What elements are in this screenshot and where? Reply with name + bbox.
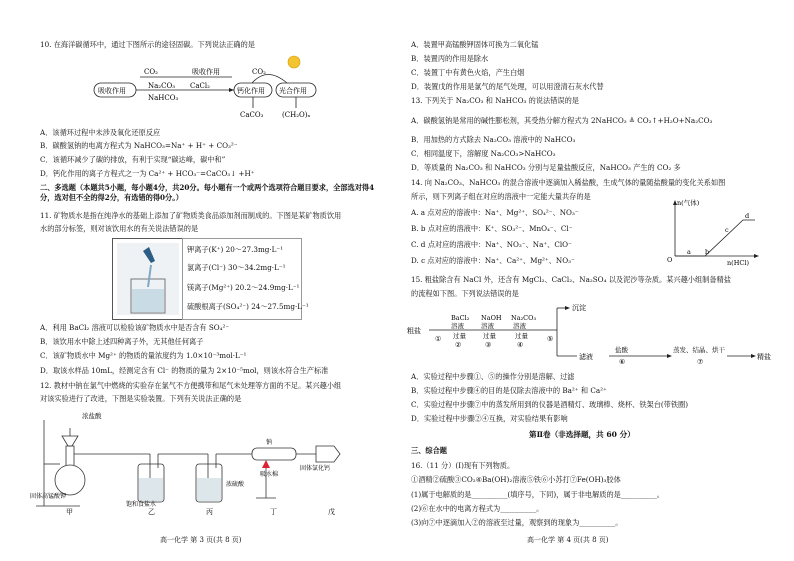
lbl-ding: 丁 xyxy=(270,508,277,516)
f-bacl2-xs: 过量 xyxy=(453,332,466,340)
lbl-water: 饱和食盐水 xyxy=(126,501,157,508)
g-x-label: n(HCl) xyxy=(727,259,749,266)
d-caco3: CaCO₃ xyxy=(240,111,264,119)
f-naoh: NaOH xyxy=(481,314,502,322)
q12-option-b: B．装置丙的作用是除水 xyxy=(411,54,489,63)
g-y-label: n(气体) xyxy=(677,199,700,207)
f-hcl: 盐酸 xyxy=(615,346,628,354)
q14-option-a: A. a 点对应的溶液中：Na⁺、Mg²⁺、SO₄²⁻、NO₃⁻ xyxy=(411,208,579,217)
salt-flow-diagram xyxy=(407,300,777,364)
label-mg: 镁离子(Mg²⁺) 20.2～24.9mg·L⁻¹ xyxy=(187,283,300,292)
f-na2co3-sol: 溶液 xyxy=(513,322,526,330)
f-s4: ④ xyxy=(517,341,524,349)
q14-stem-1: 14. 向 Na₂CO₃、NaHCO₃ 的混合溶液中逐滴加入稀盐酸，生成气体的量随盐酸量的变化关系如图 xyxy=(411,178,726,187)
sun-icon xyxy=(288,56,300,68)
q14-stem-2: 所示，则下列离子组在对应的溶液中一定能大量共存的是 xyxy=(411,192,591,201)
f-bacl2-sol: 溶液 xyxy=(451,322,464,330)
f-s6: ⑥ xyxy=(619,358,626,364)
g-origin: O xyxy=(667,256,673,264)
d-surface-label: 吸收作用 xyxy=(192,68,220,76)
g-b: b xyxy=(705,248,710,256)
lbl-cacl2: 固体氯化钙 xyxy=(300,465,331,472)
q14-option-c: C. d 点对应的溶液中：Na⁺、NO₃⁻、Na⁺、ClO⁻ xyxy=(411,240,572,249)
q13-option-b: B．用加热的方式除去 Na₂CO₃ 溶液中的 NaHCO₃ xyxy=(411,135,576,144)
g-d: d xyxy=(745,212,750,220)
f-filtrate: 滤液 xyxy=(579,353,593,361)
q12-stem-1: 12. 教材中钠在氯气中燃烧的实验存在氯气不方便携带和尾气未处理等方面的不足。某兴趣小组 xyxy=(40,381,342,390)
q15-option-d: D．实验过程中步骤②④互换，对实验结果有影响 xyxy=(411,414,568,423)
d-ch2o: (CH₂O)ₓ xyxy=(282,111,311,119)
water-image xyxy=(112,238,184,320)
q15-option-b: B．实验过程中步骤④的目的是仅除去溶液中的 Ba²⁺ 和 Ca²⁺ xyxy=(411,386,607,395)
f-s1: ① xyxy=(435,335,442,343)
g-c: c xyxy=(725,226,729,234)
q15-option-a: A．实验过程中步骤①、⑤的操作分别是溶解、过滤 xyxy=(411,372,575,381)
f-s7: ⑦ xyxy=(697,358,704,364)
f-naoh-xs: 过量 xyxy=(483,332,496,340)
d-co2-b: CO₂ xyxy=(252,68,266,76)
mineral-label xyxy=(182,238,309,320)
q11-option-a: A．利用 BaCl₂ 溶液可以检验该矿物质水中是否含有 SO₄²⁻ xyxy=(40,323,230,332)
q11-stem-2: 水的部分标签，则对该饮用水的有关说法错误的是 xyxy=(40,224,199,233)
q10-option-b: B．碳酸氢钠的电离方程式为 NaHCO₃=Na⁺ + H⁺ + CO₃²⁻ xyxy=(40,141,238,150)
f-bacl2: BaCl₂ xyxy=(451,314,470,322)
left-footer: 高一化学 第 3 页(共 8 页) xyxy=(160,536,242,544)
q10-option-d: D．钙化作用的离子方程式之一为 Ca²⁺ + HCO₃⁻=CaCO₃↓ +H⁺ xyxy=(40,169,255,178)
lbl-wu: 戊 xyxy=(328,508,335,516)
f-naoh-sol: 溶液 xyxy=(481,322,494,330)
f-ppt: 沉淀 xyxy=(572,304,586,312)
section-3-title: 三、综合题 xyxy=(411,446,447,455)
lbl-conc-hcl: 浓盐酸 xyxy=(82,412,102,420)
f-s3: ③ xyxy=(485,341,492,349)
lbl-yi: 乙 xyxy=(148,508,155,516)
q10-option-a: A．该循环过程中未涉及氧化还原反应 xyxy=(40,128,161,137)
left-page xyxy=(0,0,388,561)
d-na2co3: Na₂CO₃ xyxy=(148,82,176,90)
label-cl: 氯离子(Cl⁻) 30～34.2mg·L⁻¹ xyxy=(187,263,286,272)
f-evap: 蒸发、结晶、烘干 xyxy=(673,346,725,354)
f-s2: ② xyxy=(455,341,462,349)
flame-icon xyxy=(262,460,270,468)
q12-option-a: A．装置甲高锰酸钾固体可换为二氧化锰 xyxy=(411,40,539,49)
right-page xyxy=(397,0,785,561)
d-co2-a: CO₂ xyxy=(144,68,158,76)
lbl-na: 钠 xyxy=(266,439,273,446)
label-so4: 硫酸根离子(SO₄²⁻) 24～27.5mg·L⁻¹ xyxy=(187,302,309,311)
q15-option-c: C．实验过程中步骤⑦中的蒸发所用到的仪器是酒精灯、玻璃棒、烧杯、铁架台(带铁圈) xyxy=(411,400,689,409)
q14-option-b: B. b 点对应的溶液中：K⁺、SO₃²⁻、MnO₄⁻、Cl⁻ xyxy=(411,224,573,233)
lbl-jia: 甲 xyxy=(66,508,73,516)
apparatus-diagram xyxy=(30,406,360,518)
q13-option-a: A．碳酸氢钠是常用的碱性膨松剂，其受热分解方程式为 2NaHCO₃ ≜ CO₂↑+H₂O+Na₂CO₃ xyxy=(411,116,713,125)
lbl-solid: 固体高锰酸钾 xyxy=(30,493,67,500)
lbl-cotton: 吸水棉 xyxy=(260,471,279,478)
q11-option-d: D．取该水样品 10mL，经测定含有 Cl⁻ 的物质的量为 2×10⁻⁵mol，则该水符合生产标准 xyxy=(40,366,329,375)
q11-stem-1: 11. 矿物质水是指在纯净水的基础上添加了矿物质类食品添加剂而制成的。下图是某矿物质饮用 xyxy=(40,211,342,220)
carbon-cycle-diagram xyxy=(92,52,332,124)
q13-stem: 13. 下列关于 Na₂CO₃ 和 NaHCO₃ 的说法错误的是 xyxy=(411,96,579,105)
f-na2co3: Na₂CO₃ xyxy=(511,314,537,322)
q12-option-c: C．装置丁中有黄色火焰，产生白烟 xyxy=(411,68,525,77)
q12-stem-2: 对该实验进行了改进，下图是实验装置。下列有关说法正确的是 xyxy=(40,394,242,403)
d-absorb: 吸收作用 xyxy=(98,87,126,95)
lbl-conc-h2so4: 浓硫酸 xyxy=(226,481,245,488)
q15-stem-1: 15. 粗盐除含有 NaCl 外，还含有 MgCl₂、CaCl₂、Na₂SO₄ 以及泥沙等杂质。某兴趣小组制备精盐 xyxy=(411,275,731,284)
q13-option-d: D．等质量的 Na₂CO₃ 和 NaHCO₃ 分别与足量盐酸反应，NaHCO₃ 产生的 CO₂ 多 xyxy=(411,163,681,172)
q13-option-c: C．相同温度下，溶解度 Na₂CO₃>NaHCO₃ xyxy=(411,149,556,158)
d-cacl2: CaCl₂ xyxy=(190,82,210,90)
f-fine: 精盐 xyxy=(757,353,771,361)
q11-option-b: B．该饮用水中除上述四种离子外，无其他任何离子 xyxy=(40,337,204,346)
right-footer: 高一化学 第 4 页(共 8 页) xyxy=(527,536,609,544)
q16-line-2: ①酒精②硫酸③CO₂④Ba(OH)₂溶液⑤铁⑥小苏打⑦Fe(OH)₃胶体 xyxy=(411,475,621,484)
f-na2co3-xs: 过量 xyxy=(515,332,528,340)
gas-hcl-graph xyxy=(665,196,765,266)
lbl-bing: 丙 xyxy=(206,508,213,516)
q10-stem: 10. 在海洋碳循环中，通过下图所示的途径固碳。下列说法正确的是 xyxy=(40,40,255,49)
q12-option-d: D．装置戊的作用是氯气的尾气处理，可以用澄清石灰水代替 xyxy=(411,82,604,91)
q16-line-3: (1)属于电解质的是__________(填序号，下同)，属于非电解质的是__________。 xyxy=(411,490,664,499)
q14-option-d: D. c 点对应的溶液中：Na⁺、Ca²⁺、Mg²⁺、NO₃⁻ xyxy=(411,256,575,265)
d-nahco3: NaHCO₃ xyxy=(148,94,179,102)
label-k: 钾离子(K⁺) 20～27.3mg·L⁻¹ xyxy=(187,245,284,254)
section-2-title: 二、多选题（本题共5小题，每小题4分，共20分。每小题有一个或两个选项符合题目要求，全部选对得4分，选对但不全的得2分，有选错的得0分。） xyxy=(40,183,375,202)
q16-line-5: (3)向⑦中逐滴加入②的溶液至过量，观察到的现象为__________。 xyxy=(411,518,623,527)
d-photo: 光合作用 xyxy=(279,87,307,95)
part-2-title: 第Ⅱ卷（非选择题，共 60 分） xyxy=(529,430,635,439)
d-calcify: 钙化作用 xyxy=(237,87,265,95)
q15-stem-2: 的流程如下图。下列说法错误的是 xyxy=(411,289,519,298)
f-crude: 粗盐 xyxy=(407,327,421,335)
q11-option-c: C．该矿物质水中 Mg²⁺ 的物质的量浓度约为 1.0×10⁻³mol·L⁻¹ xyxy=(40,351,247,360)
g-a: a xyxy=(687,248,691,256)
q16-line-1: 16.（11 分）(Ⅰ)现有下列物质。 xyxy=(411,461,515,470)
f-s5: ⑤ xyxy=(547,335,554,343)
q16-line-4: (2)⑥在水中的电离方程式为__________。 xyxy=(411,504,544,513)
q10-option-c: C．该循环减少了碳的排放，有利于实现“碳达峰，碳中和” xyxy=(40,155,226,164)
